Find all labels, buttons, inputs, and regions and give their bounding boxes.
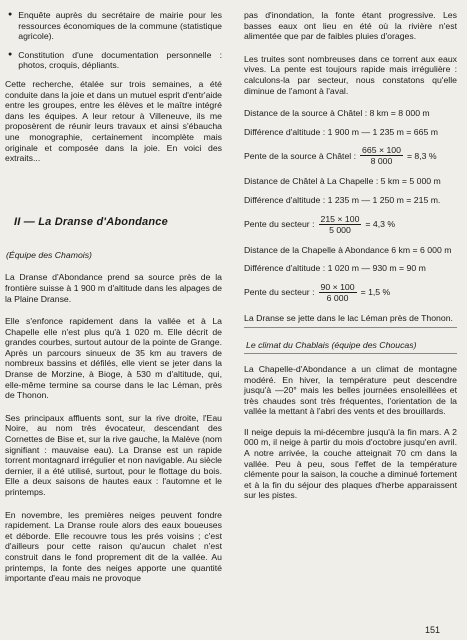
fraction	[360, 145, 403, 166]
altitude-line: Différence d'altitude : 1 020 m — 930 m = 90 m	[244, 263, 426, 274]
fraction-numerator: 665 × 100	[362, 145, 401, 156]
formula-label: Pente de la source à Châtel :	[244, 150, 357, 161]
intro-paragraph: Cette recherche, étalée sur trois semaines, a été conduite dans la joie et dans un mutuel esprit d'entr'aide entre les groupes, entre les élèves et le maître intégré dans les équipes. A leur retour à Villeneuve, ils me proposèrent de réunir leurs travaux et ainsi s'ébaucha une monographie, certainement incomplète mais originale et composée dans la joie. En voici des extraits...	[5, 78, 222, 164]
slope-formula	[244, 214, 457, 235]
paragraph: La Dranse d'Abondance prend sa source près de la frontière suisse à 1 900 m d'altitude dans les alpages de la Plaine Dranse.	[5, 272, 222, 304]
list-item	[5, 10, 222, 42]
distance-line: Distance de Châtel à La Chapelle : 5 km = 5 000 m	[244, 176, 441, 187]
formula-result: = 1,5 %	[360, 286, 391, 297]
slope-formula	[244, 145, 457, 166]
paragraph: Les truites sont nombreuses dans ce torrent aux eaux vives. La pente est toujours rapide mais irrégulière : calculons-la par secteur, nous constatons qu'elle diminue de l'amont à l'aval.	[244, 53, 457, 96]
paragraph: Elle s'enfonce rapidement dans la vallée et à La Chapelle elle n'est plus qu'à 1 020 m. Elle décrit de grandes courbes, surtout autour de la pointe de Grange. Après un parcours sinueux de 35 km au travers de nombreux bassins et défilés, elle vient se jeter dans la Dranse de Morzine, à Bioge, à 530 m d'altitude, qui, elle-même termine sa course dans le lac Léman, près de Thonon.	[5, 316, 222, 401]
distance-line: Distance de la source à Châtel : 8 km = 8 000 m	[244, 108, 430, 119]
divider	[244, 327, 457, 328]
formula-result: = 8,3 %	[406, 150, 437, 161]
list-item	[5, 50, 222, 71]
fraction-numerator: 215 × 100	[320, 213, 360, 224]
fraction-numerator: 90 × 100	[320, 281, 355, 292]
right-column	[244, 10, 457, 501]
paragraph: La Dranse se jette dans le lac Léman près de Thonon.	[244, 312, 453, 323]
bullet-icon: ●	[8, 11, 13, 18]
climat-team: (équipe des Choucas)	[331, 340, 417, 351]
slope-formula	[244, 282, 457, 303]
left-column	[5, 10, 222, 584]
subsection-title	[244, 340, 457, 351]
climat-title: Le climat du Chablais	[246, 340, 330, 351]
paragraph: Il neige depuis la mi-décembre jusqu'à la fin mars. A 2 000 m, il neige à partir du mois d'octobre jusqu'en avril. A notre arrivée, la couche atteignait 70 cm dans la vallée. Peu à peu, sous l'effet de la température clémente pour la saison, la couche a diminué fortement et à la fin du séjour des plaques d'herbe apparaissent sur les pistes.	[244, 426, 457, 501]
page-number: 151	[425, 625, 441, 635]
bullet-icon: ●	[8, 50, 13, 58]
fraction-denominator: 5 000	[329, 224, 351, 235]
formula-label: Pente du secteur :	[244, 286, 315, 297]
team-label: (Équipe des Chamois)	[6, 249, 92, 260]
fraction	[319, 282, 357, 303]
formula-result: = 4,3 %	[365, 218, 396, 229]
altitude-line: Différence d'altitude : 1 235 m — 1 250 m = 215 m.	[244, 194, 441, 205]
section-title: II — La Dranse d'Abondance	[14, 215, 168, 228]
distance-line: Distance de la Chapelle à Abondance 6 km = 6 000 m	[244, 244, 452, 255]
fraction-denominator: 8 000	[370, 156, 393, 167]
paragraph: En novembre, les premières neiges peuvent fondre rapidement. La Dranse roule alors des eaux boueuses et déborde. Elle recouvre tous les prés voisins ; c'est d'ailleurs pour cette raison qu'aucun chalet n'est construit dans le fond proprement dit de la vallée. Au printemps, la fonte des neiges apporte une quantité importante d'eau mais ne provoque	[5, 509, 222, 584]
altitude-line: Différence d'altitude : 1 900 m — 1 235 m = 665 m	[244, 126, 438, 137]
paragraph: Ses principaux affluents sont, sur la rive droite, l'Eau Noire, au nom très évocateur, descendant des Cornettes de Bise et, sur la rive gauche, la Malève (nom signifiant : mauvaise eau). La Dranse est un rapide torrent montagnard irrégulier et non navigable. Au siècle dernier, il a été utilisé, surtout, pour le flottage du bois. Elle a deux saisons de hautes eaux : l'automne et le printemps.	[5, 412, 222, 497]
fraction	[319, 214, 362, 235]
fraction-denominator: 6 000	[326, 292, 349, 303]
bullet-text: Enquête auprès du secrétaire de mairie pour les ressources économiques de la commune (statistique agricole).	[18, 10, 222, 42]
divider	[244, 353, 457, 354]
paragraph: pas d'inondation, la fonte étant progressive. Les basses eaux ont lieu en été où la rivière n'est alimentée que par de faibles pluies d'orages.	[244, 10, 457, 42]
bullet-text: Constitution d'une documentation personnelle : photos, croquis, dépliants.	[18, 49, 222, 71]
paragraph: La Chapelle-d'Abondance a un climat de montagne modéré. En hiver, la température peut descendre jusqu'à —20° mais les belles journées ensoleillées et très chaudes sont très fréquentes, l'orientation de la vallée la mettant à l'abri des vents et des brouillards.	[244, 363, 457, 417]
formula-label: Pente du secteur :	[244, 218, 315, 229]
